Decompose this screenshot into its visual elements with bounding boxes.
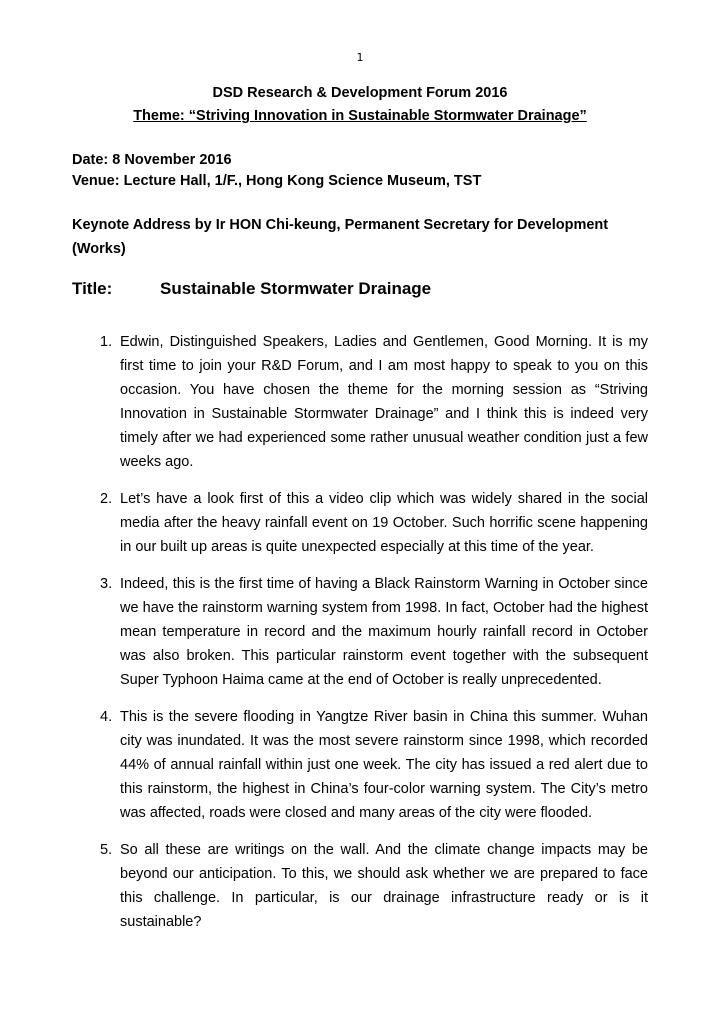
event-date: Date: 8 November 2016 [72, 152, 232, 168]
event-venue: Venue: Lecture Hall, 1/F., Hong Kong Science Museum, TST [72, 173, 482, 189]
paragraph-text: Edwin, Distinguished Speakers, Ladies and Gentlemen, Good Morning. It is my first time to join your R&D Forum, and I am most happy to speak to you on this occasion. You have chosen the theme for the morning session as “Striving Innovation in Sustainable Stormwater Drainage” and I think this is indeed very timely after we had experienced some rather unusual weather condition just a few weeks ago. [120, 334, 648, 470]
page-number: 1 [356, 51, 364, 64]
paragraph-text: This is the severe flooding in Yangtze River basin in China this summer. Wuhan city was inundated. It was the most severe rainstorm since 1998, which recorded 44% of annual rainfall within just one week. The city has issued a red alert due to this rainstorm, the highest in China’s four-color warning system. The City’s metro was affected, roads were closed and many areas of the city were flooded. [120, 709, 648, 821]
paragraph-number: 2. [100, 491, 113, 507]
speech-title [72, 279, 431, 299]
keynote-speaker: Keynote Address by Ir HON Chi-keung, Permanent Secretary for Development (Works) [72, 217, 609, 257]
forum-title: DSD Research & Development Forum 2016 [212, 85, 508, 101]
paragraph [0, 838, 648, 934]
paragraph-text: So all these are writings on the wall. And the climate change impacts may be beyond our anticipation. To this, we should ask whether we are prepared to face this challenge. In particular, is our drainage infrastructure ready or is it sustainable? [120, 842, 648, 930]
paragraph-text: Indeed, this is the first time of having a Black Rainstorm Warning in October since we have the rainstorm warning system from 1998. In fact, October had the highest mean temperature in record and the maximum hourly rainfall record in October was also broken. This particular rainstorm event together with the subsequent Super Typhoon Haima came at the end of October is really unprecedented. [120, 576, 648, 688]
paragraph-number: 1. [100, 334, 113, 350]
speech-body [0, 330, 720, 947]
paragraph-text: Let’s have a look first of this a video clip which was widely shared in the social media after the heavy rainfall event on 19 October. Such horrific scene happening in our built up areas is quite unexpected especially at this time of the year. [120, 491, 648, 555]
paragraph [0, 330, 648, 474]
paragraph [0, 487, 648, 559]
title-text: Sustainable Stormwater Drainage [160, 279, 432, 298]
title-label: Title: [72, 279, 113, 298]
paragraph [0, 705, 648, 825]
paragraph-number: 4. [100, 709, 113, 725]
paragraph-number: 3. [100, 576, 113, 592]
paragraph [0, 572, 648, 692]
paragraph-number: 5. [100, 842, 113, 858]
forum-theme: Theme: “Striving Innovation in Sustainable Stormwater Drainage” [133, 108, 587, 124]
